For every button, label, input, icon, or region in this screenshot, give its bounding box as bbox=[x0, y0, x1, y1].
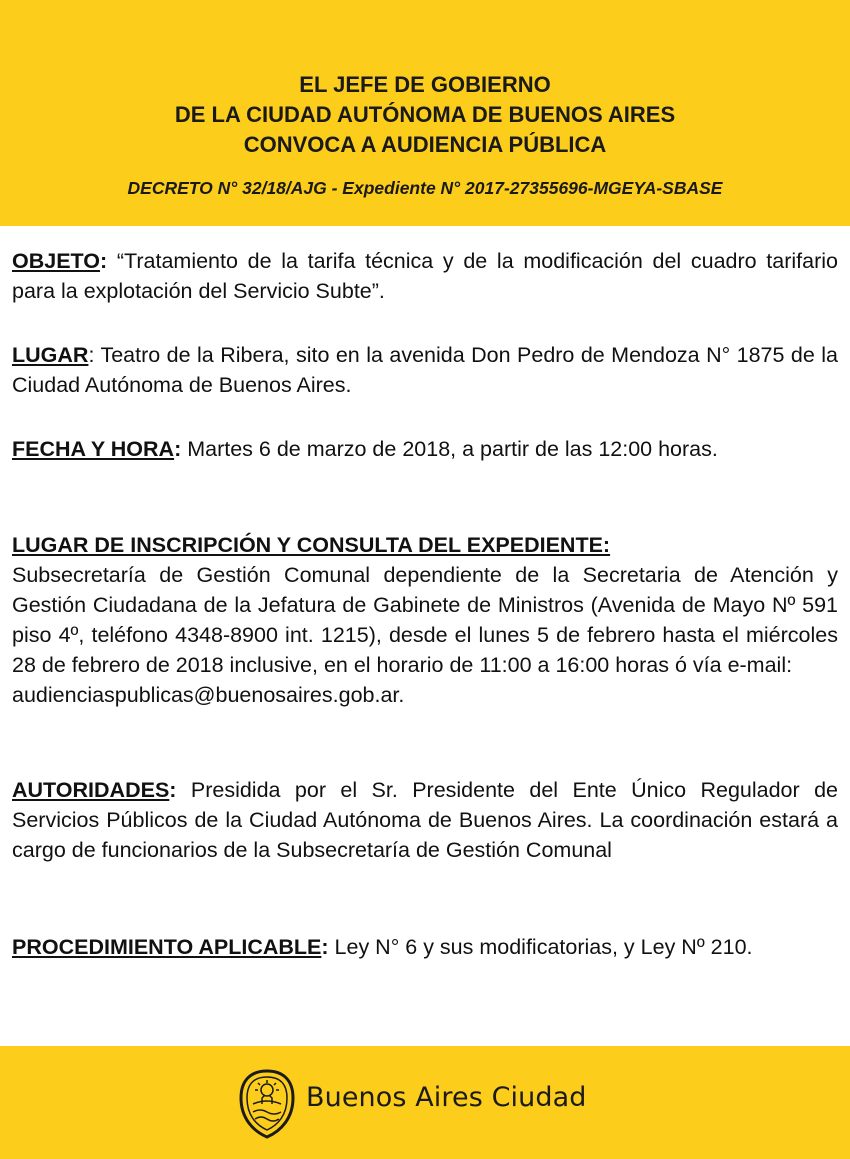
section-fecha-label: FECHA Y HORA bbox=[12, 437, 175, 461]
section-inscripcion bbox=[12, 530, 838, 710]
header-title-line3: CONVOCA A AUDIENCIA PÚBLICA bbox=[243, 132, 607, 157]
city-coat-of-arms-icon bbox=[237, 1068, 297, 1140]
section-fecha: FECHA Y HORA: Martes 6 de marzo de 2018, a partir de las 12:00 horas. bbox=[12, 437, 718, 461]
section-objeto-text: “Tratamiento de la tarifa técnica y de la modificación del cuadro tarifario para la explotación del Servicio Subte”. bbox=[12, 249, 838, 303]
section-procedimiento-text: Ley N° 6 y sus modificatorias, y Ley Nº 210. bbox=[328, 935, 753, 959]
section-autoridades-label: AUTORIDADES bbox=[12, 778, 170, 802]
section-procedimiento: PROCEDIMIENTO APLICABLE: Ley N° 6 y sus modificatorias, y Ley Nº 210. bbox=[12, 935, 753, 959]
section-inscripcion-text: Subsecretaría de Gestión Comunal dependiente de la Secretaria de Atención y Gestión Ciudadana de la Jefatura de Gabinete de Ministros (Avenida de Mayo Nº 591 piso 4º, teléfono 4348-8900 int. 1215), desde el lunes 5 de febrero hasta el miércoles 28 de febrero de 2018 inclusive, en el horario de 11:00 a 16:00 horas ó vía e-mail: bbox=[12, 563, 838, 677]
section-objeto: OBJETO: “Tratamiento de la tarifa técnica y de la modificación del cuadro tarifario para la explotación del Servicio Subte”. bbox=[12, 249, 838, 303]
section-lugar-label: LUGAR bbox=[12, 343, 89, 367]
section-lugar-text: Teatro de la Ribera, sito en la avenida Don Pedro de Mendoza N° 1875 de la Ciudad Autónoma de Buenos Aires. bbox=[12, 343, 838, 397]
header-title-line1: EL JEFE DE GOBIERNO bbox=[299, 72, 551, 97]
section-fecha-text: Martes 6 de marzo de 2018, a partir de las 12:00 horas. bbox=[181, 437, 718, 461]
header-band bbox=[0, 0, 850, 226]
brand-wordmark: Buenos Aires Ciudad bbox=[306, 1082, 587, 1113]
section-autoridades: AUTORIDADES: Presidida por el Sr. Presidente del Ente Único Regulador de Servicios Públicos de la Ciudad Autónoma de Buenos Aires. La coordinación estará a cargo de funcionarios de la Subsecretaría de Gestión Comunal bbox=[12, 778, 838, 862]
section-autoridades-text: Presidida por el Sr. Presidente del Ente Único Regulador de Servicios Públicos de la Ciudad Autónoma de Buenos Aires. La coordinación estará a cargo de funcionarios de la Subsecretaría de Gestión Comunal bbox=[12, 778, 838, 862]
section-inscripcion-label: LUGAR DE INSCRIPCIÓN Y CONSULTA DEL EXPEDIENTE: bbox=[12, 533, 611, 557]
header-title-line2: DE LA CIUDAD AUTÓNOMA DE BUENOS AIRES bbox=[174, 102, 676, 127]
section-objeto-label: OBJETO bbox=[12, 249, 101, 273]
decree-reference: DECRETO N° 32/18/AJG - Expediente N° 2017-27355696-MGEYA-SBASE bbox=[127, 178, 723, 198]
section-procedimiento-label: PROCEDIMIENTO APLICABLE bbox=[12, 935, 322, 959]
contact-email[interactable]: audienciaspublicas@buenosaires.gob.ar. bbox=[12, 683, 405, 707]
footer-band bbox=[0, 1046, 850, 1159]
section-lugar: LUGAR: Teatro de la Ribera, sito en la avenida Don Pedro de Mendoza N° 1875 de la Ciudad Autónoma de Buenos Aires. bbox=[12, 343, 838, 397]
